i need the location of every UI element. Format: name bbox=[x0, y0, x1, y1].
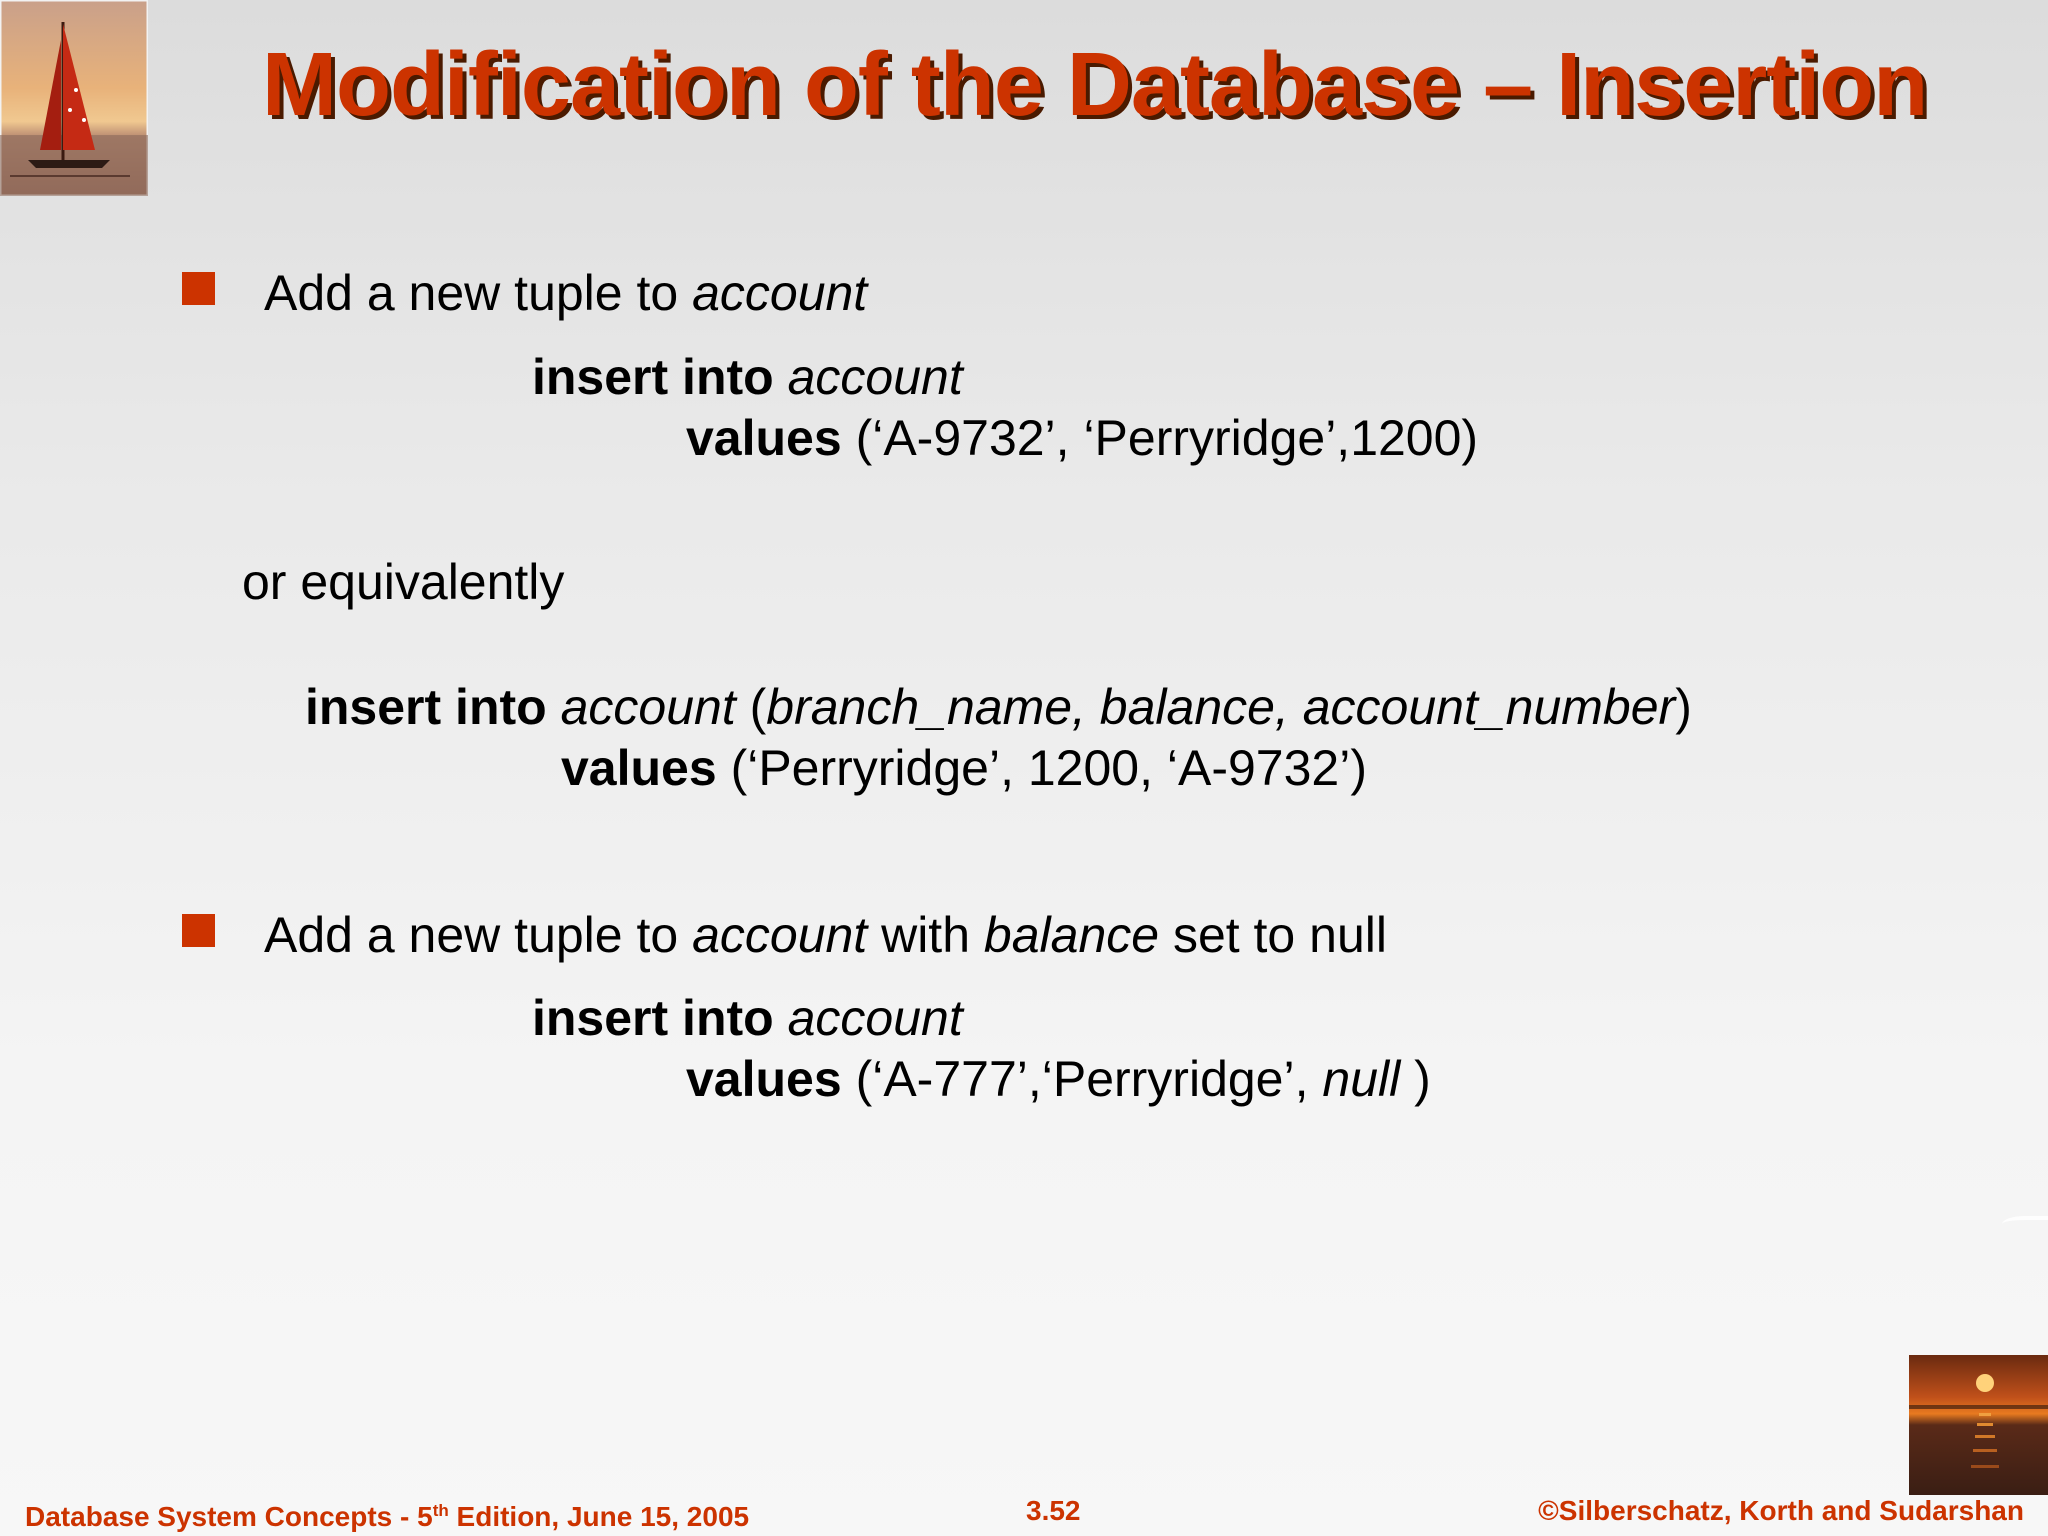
footer-title-sup: th bbox=[432, 1501, 449, 1520]
bullet-1-text bbox=[264, 263, 867, 323]
sunset-logo-icon bbox=[1909, 1355, 2048, 1495]
bullet-2-part-1: Add a new tuple to bbox=[264, 907, 693, 963]
bullet-1-plain: Add a new tuple to bbox=[264, 265, 693, 321]
footer-page-number: 3.52 bbox=[1026, 1495, 1081, 1526]
bullet-2-attribute: balance bbox=[983, 907, 1160, 963]
keyword-values: values bbox=[561, 740, 717, 796]
bullet-2-part-3: set to null bbox=[1159, 907, 1387, 963]
decorative-swoosh bbox=[2002, 1216, 2048, 1232]
footer-title-post: Edition, June 15, 2005 bbox=[448, 1501, 750, 1532]
attribute-list: branch_name, balance, account_number bbox=[766, 679, 1676, 735]
footer-left bbox=[25, 1494, 749, 1534]
keyword-insert-into: insert into bbox=[532, 990, 774, 1046]
paren-open: ( bbox=[735, 679, 767, 735]
relation-name: account bbox=[560, 679, 736, 735]
values-list: (‘A-9732’, ‘Perryridge’,1200) bbox=[841, 410, 1479, 466]
code-3-line-2 bbox=[686, 1049, 1431, 1109]
bullet-1-relation: account bbox=[692, 265, 868, 321]
relation-name: account bbox=[787, 349, 963, 405]
values-list: (‘A-777’,‘Perryridge’, bbox=[841, 1051, 1323, 1107]
footer-copyright: ©Silberschatz, Korth and Sudarshan bbox=[1538, 1495, 2024, 1526]
code-3-line-1 bbox=[532, 988, 963, 1048]
keyword-values: values bbox=[686, 1051, 842, 1107]
or-equivalently-text: or equivalently bbox=[242, 554, 565, 610]
bullet-2-text bbox=[264, 905, 1387, 965]
bullet-2-part-2: with bbox=[867, 907, 984, 963]
code-2-line-1 bbox=[305, 677, 1692, 737]
bullet-2-relation: account bbox=[692, 907, 868, 963]
keyword-insert-into: insert into bbox=[305, 679, 547, 735]
code-1-line-2 bbox=[686, 408, 1478, 468]
null-value: null bbox=[1322, 1051, 1401, 1107]
bullet-square-icon bbox=[182, 914, 215, 947]
paren-close: ) bbox=[1400, 1051, 1431, 1107]
slide-title: Modification of the Database – Insertion bbox=[262, 35, 1928, 135]
bullet-square-icon bbox=[182, 272, 215, 305]
values-list: (‘Perryridge’, 1200, ‘A-9732’) bbox=[716, 740, 1367, 796]
footer-title-pre: Database System Concepts - 5 bbox=[25, 1501, 433, 1532]
code-1-line-1 bbox=[532, 347, 963, 407]
keyword-values: values bbox=[686, 410, 842, 466]
code-2-line-2 bbox=[561, 738, 1367, 798]
sailboat-logo-icon bbox=[0, 0, 148, 196]
paren-close: ) bbox=[1675, 679, 1692, 735]
relation-name: account bbox=[787, 990, 963, 1046]
keyword-insert-into: insert into bbox=[532, 349, 774, 405]
